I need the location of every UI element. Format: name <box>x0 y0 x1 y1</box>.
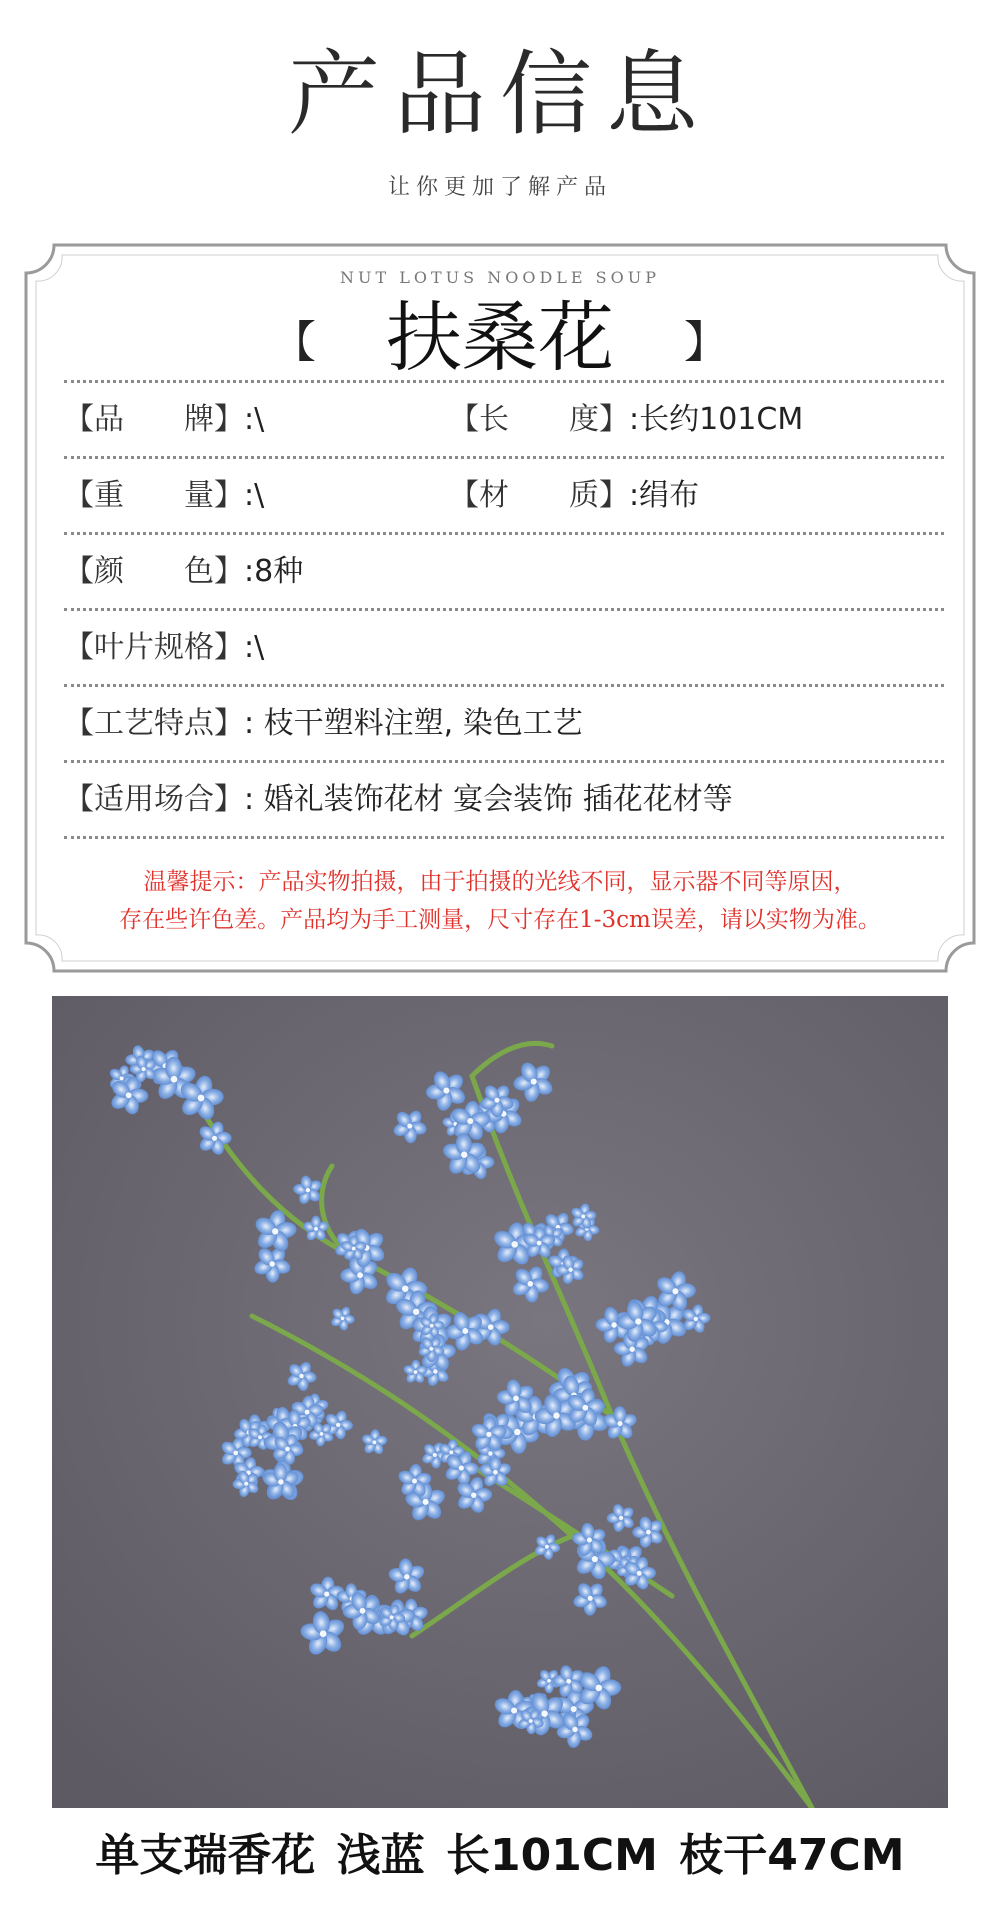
bracket-close: 】 <box>684 317 728 368</box>
spec-label: 【颜 色】 <box>64 554 244 589</box>
spec-row-color <box>64 535 944 611</box>
spec-row-brand <box>64 383 944 459</box>
spec-label: 【适用场合】 <box>64 782 244 817</box>
spec-row-craft <box>64 687 944 763</box>
spec-row-usage <box>64 763 944 839</box>
notice-line: 存在些许色差。产品均为手工测量，尺寸存在1-3cm误差，请以实物为准。 <box>119 907 881 933</box>
notice-line: 温馨提示：产品实物拍摄，由于拍摄的光线不同，显示器不同等原因， <box>143 869 857 895</box>
spec-row-weight <box>64 459 944 535</box>
spec-label: 【工艺特点】 <box>64 706 244 741</box>
product-name: 扶桑花 <box>386 293 614 382</box>
spec-row-leaf <box>64 611 944 687</box>
product-photo <box>52 996 948 1808</box>
spec-value: : 枝干塑料注塑, 染色工艺 <box>244 706 583 741</box>
spec-label: 【品 牌】 <box>64 402 244 437</box>
spec-label: 【长 度】 <box>449 402 629 437</box>
spec-value: :绢布 <box>629 478 700 513</box>
page-title: 产品信息 <box>287 41 712 148</box>
spec-value: : 婚礼装饰花材 宴会装饰 插花花材等 <box>244 782 733 817</box>
card-english-tagline: NUT LOTUS NOODLE SOUP <box>340 268 660 287</box>
flower-illustration <box>52 996 948 1808</box>
spec-label: 【重 量】 <box>64 478 244 513</box>
spec-value: :8种 <box>244 554 304 589</box>
product-info-card <box>24 243 976 973</box>
spec-value: :\ <box>244 630 265 665</box>
spec-label: 【材 质】 <box>449 478 629 513</box>
product-name-heading <box>24 293 976 388</box>
bracket-open: 【 <box>272 317 316 368</box>
spec-label: 【叶片规格】 <box>64 630 244 665</box>
notice-text <box>54 863 946 939</box>
page-subtitle: 让你更加了解产品 <box>387 175 612 200</box>
spec-value: :\ <box>244 402 265 437</box>
spec-value: :长约101CM <box>629 402 804 437</box>
spec-value: :\ <box>244 478 265 513</box>
product-caption: 单支瑞香花 浅蓝 长101CM 枝干47CM <box>95 1830 905 1881</box>
